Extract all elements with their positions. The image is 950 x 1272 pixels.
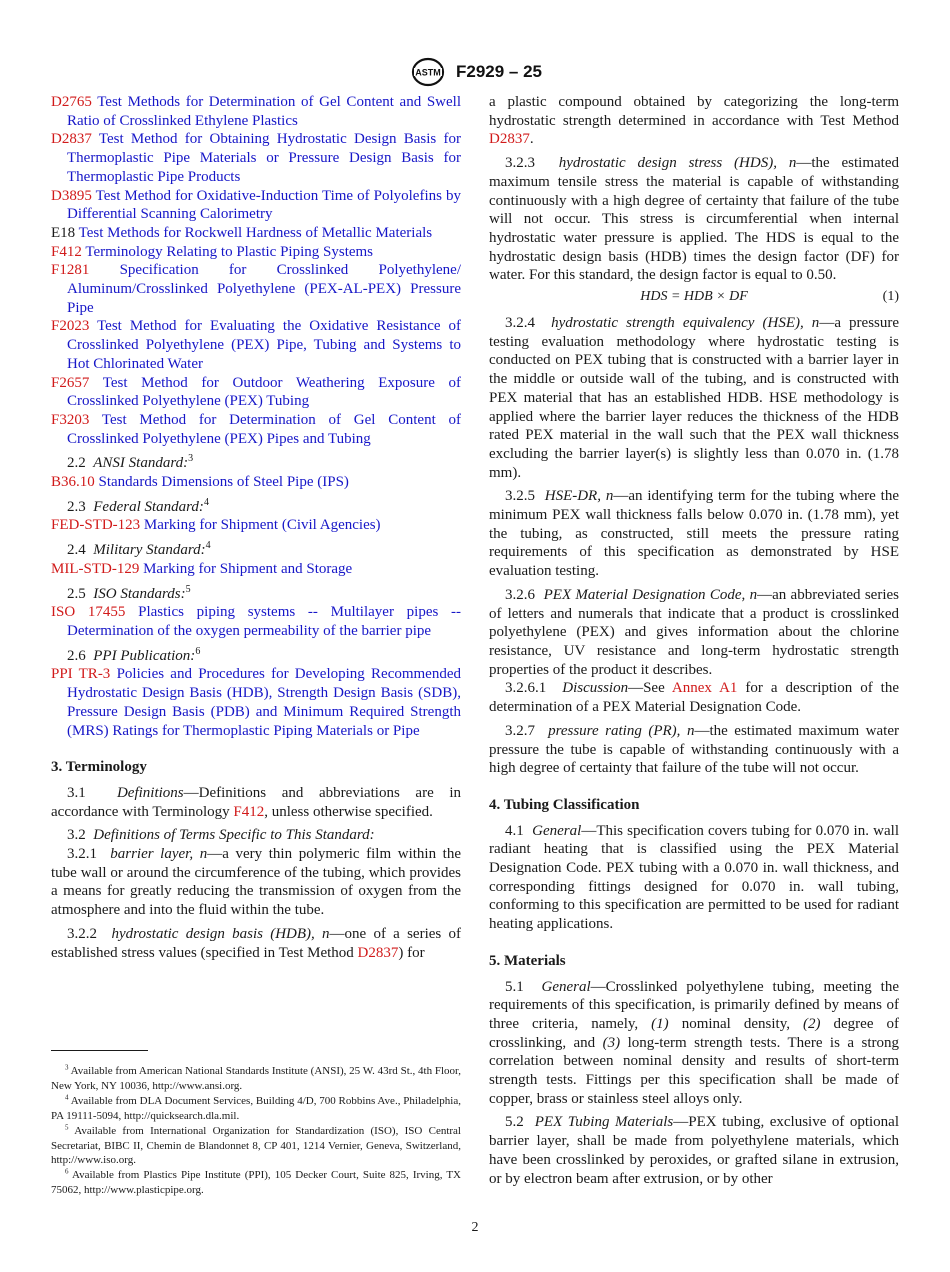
equation-1 bbox=[489, 285, 899, 309]
para-3-1: 3.1 Definitions—Definitions and abbreviations are in accordance with Terminology F412, unless otherwise specified. bbox=[51, 784, 462, 820]
footnote-divider bbox=[51, 1050, 148, 1051]
para-3-2-6: 3.2.6 PEX Material Designation Code, n—an abbreviated series of letters and numerals that indicate that a product is crosslinked polyethylene (PEX) and gives information about the chlorine resistance, UV resistance and long-term hydrostatic strength properties of the product it describes. bbox=[489, 586, 899, 678]
link-annex-a1[interactable]: Annex A1 bbox=[671, 680, 738, 697]
section-5-heading: 5. Materials bbox=[489, 952, 566, 969]
ref-mil-std-129[interactable]: MIL-STD-129 Marking for Shipment and Storage bbox=[51, 560, 353, 577]
section-2-4-heading: 2.4 Military Standard:$^4$ bbox=[67, 540, 211, 559]
designation: F2929 – 25 bbox=[455, 62, 542, 81]
link-d2837-2[interactable]: D2837 bbox=[489, 131, 530, 148]
link-f412[interactable]: F412 bbox=[233, 803, 265, 820]
left-column bbox=[51, 93, 461, 962]
ref-ppi-tr-3[interactable]: PPI TR-3 Policies and Procedures for Developing Recommended Hydrostatic Design Basis (HDB), Strength Design Basis (SDB), Pressure Design Basis (PDB) and Minimum Required Strength (MRS) Ratings for Thermoplastic Piping Materials or Pipe bbox=[51, 666, 461, 739]
equation-number: (1) bbox=[882, 289, 899, 305]
ref-d2837[interactable]: D2837 Test Method for Obtaining Hydrostatic Design Basis for Thermoplastic Pipe Materials or Pressure Design Basis for Thermoplastic Pipe Products bbox=[51, 131, 461, 185]
para-3-2-5: 3.2.5 HSE-DR, n—an identifying term for the tubing where the minimum PEX wall thickness falls below 0.070 in. (1.78 mm), yet the tubing, as constructed, still meets the pressure rating requirements of this specification as demonstrated by HSE evaluation testing. bbox=[489, 488, 899, 580]
ref-iso-17455[interactable]: ISO 17455 Plastics piping systems -- Multilayer pipes -- Determination of the oxygen permeability of the barrier pipe bbox=[51, 604, 462, 639]
para-3-2-7: 3.2.7 pressure rating (PR), n—the estimated maximum water pressure the tube is capable of withstanding continuously with a high degree of certainty that failure of the tube will not occur. bbox=[489, 722, 899, 777]
para-3-2-3: 3.2.3 hydrostatic design stress (HDS), n—the estimated maximum tensile stress the material is capable of withstanding continuously with a high degree of certainty that failure of the tube will not occur. This stress is circumferential when internal hydrostatic water pressure is applied. The HDS is equal to the hydrostatic design basis (HDB) times the design factor (DF) for water. For this standard, the design factor is equal to 0.50. bbox=[489, 155, 899, 284]
ref-f2023[interactable]: F2023 Test Method for Evaluating the Oxidative Resistance of Crosslinked Polyethylene (PEX) Pipe, Tubing and Systems to Hot Chlorinated Water bbox=[51, 318, 461, 372]
para-3-2-1: 3.2.1 barrier layer, n—a very thin polymeric film within the tube wall or around the circumference of the tubing, which provides a means for greatly reducing the transmission of oxygen from the atmosphere and into the fluid within the tube. bbox=[51, 846, 462, 919]
para-3-2-6-1: 3.2.6.1 Discussion—See Annex A1 for a description of the determination of a PEX Material Designation Code. bbox=[489, 680, 900, 716]
ref-f3203[interactable]: F3203 Test Method for Determination of Gel Content of Crosslinked Polyethylene (PEX) Pipes and Tubing bbox=[51, 411, 462, 447]
ref-f2657[interactable]: F2657 Test Method for Outdoor Weathering Exposure of Crosslinked Polyethylene (PEX) Tubing bbox=[51, 374, 462, 410]
para-3-2-2: 3.2.2 hydrostatic design basis (HDB), n—one of a series of established stress values (specified in Test Method D2837) for bbox=[51, 925, 461, 961]
para-5-1: 5.1 General—Crosslinked polyethylene tubing, meeting the requirements of this specification, is primarily defined by means of three criteria, namely, (1) nominal density, (2) degree of crosslinking, and (3) long-term strength tests. There is a strong correlation between nominal density and results of short-term strength tests. Fittings per this specification shall be made of copper, brass or stainless steel alloys only. bbox=[489, 978, 900, 1107]
footnote-5: $^5$ Available from International Organization for Standardization (ISO), ISO Central Secretariat, BIBC II, Chemin de Blandonnet 8, CP 401, 1214 Vernier, Geneva, Switzerland, http://www.iso.org. bbox=[51, 1122, 461, 1167]
page-header bbox=[0, 56, 950, 88]
ref-b36-10[interactable]: B36.10 Standards Dimensions of Steel Pipe (IPS) bbox=[51, 474, 349, 491]
footnote-3: $^3$ Available from American National Standards Institute (ANSI), 25 W. 43rd St., 4th Floor, New York, NY 10036, http://www.ansi.org. bbox=[51, 1063, 461, 1092]
ref-f412[interactable]: F412 Terminology Relating to Plastic Piping Systems bbox=[51, 243, 374, 260]
para-4-1: 4.1 General—This specification covers tubing for 0.070 in. wall radiant heating that is classified using the PEX Material Designation Code. PEX tubing with a 0.070 in. wall thickness, and corresponding fittings designed for 0.070 in. wall tubing, conforming to this specification are permitted to be used for radiant heating applications. bbox=[489, 822, 899, 933]
section-4-heading: 4. Tubing Classification bbox=[489, 796, 640, 813]
section-2-3-heading: 2.3 Federal Standard:$^4$ bbox=[67, 496, 209, 515]
astm-logo-icon bbox=[408, 56, 448, 88]
ref-d3895[interactable]: D3895 Test Method for Oxidative-Induction Time of Polyolefins by Differential Scanning Calorimetry bbox=[51, 187, 461, 223]
equation-text: HDS = HDB × DF bbox=[640, 289, 748, 305]
svg-text:ASTM: ASTM bbox=[415, 67, 441, 78]
footnotes bbox=[51, 1064, 461, 1198]
page-number: 2 bbox=[471, 1220, 479, 1235]
para-5-2: 5.2 PEX Tubing Materials—PEX tubing, exclusive of optional barrier layer, shall be made from polyethylene materials, which have been crosslinked by peroxides, or grafted silane in extrusion, or by electron beam after extrusion, or by other bbox=[489, 1114, 900, 1187]
footnote-6: $^6$ Available from Plastics Pipe Institute (PPI), 105 Decker Court, Suite 825, Irving, TX 75062, http://www.plasticpipe.org. bbox=[51, 1167, 461, 1197]
section-2-6-heading: 2.6 PPI Publication:$^6$ bbox=[67, 645, 201, 664]
para-3-2: 3.2 Definitions of Terms Specific to This Standard: bbox=[67, 827, 375, 844]
para-3-2-4: 3.2.4 hydrostatic strength equivalency (HSE), n—a pressure testing evaluation methodology where hydrostatic testing is conducted on PEX tubing that is constructed with a barrier layer in the middle or outside wall of the tubing, and is constructed with PEX material that has an established HDB. HSE methodology is applied where the barrier layer reduces the thickness of the HDB rated PEX material in the wall such that the PEX wall thickness excluding the barrier layer(s) is slightly less than 0.070 in. (1.78 mm). bbox=[489, 315, 900, 481]
right-column bbox=[489, 93, 899, 1188]
ref-d2765[interactable]: D2765 Test Methods for Determination of Gel Content and Swell Ratio of Crosslinked Ethylene Plastics bbox=[51, 94, 461, 129]
section-2-5-heading: 2.5 ISO Standards:$^5$ bbox=[67, 583, 191, 602]
section-2-2-heading: 2.2 ANSI Standard:$^3$ bbox=[67, 453, 194, 472]
ref-f1281[interactable]: F1281 Specification for Crosslinked Polyethylene/ Aluminum/Crosslinked Polyethylene (PEX-AL-PEX) Pressure Pipe bbox=[51, 262, 461, 316]
link-d2837[interactable]: D2837 bbox=[357, 944, 399, 961]
section-3-heading: 3. Terminology bbox=[51, 759, 147, 776]
ref-fed-std-123[interactable]: FED-STD-123 Marking for Shipment (Civil Agencies) bbox=[51, 517, 381, 534]
ref-e18: E18 Test Methods for Rockwell Hardness of Metallic Materials bbox=[51, 224, 433, 241]
footnote-4: $^4$ Available from DLA Document Services, Building 4/D, 700 Robbins Ave., Philadelphia, PA 19111-5094, http://quicksearch.dla.mil. bbox=[51, 1093, 461, 1122]
para-3-2-2-cont: a plastic compound obtained by categorizing the long-term hydrostatic strength determined in accordance with Test Method D2837. bbox=[489, 94, 899, 148]
